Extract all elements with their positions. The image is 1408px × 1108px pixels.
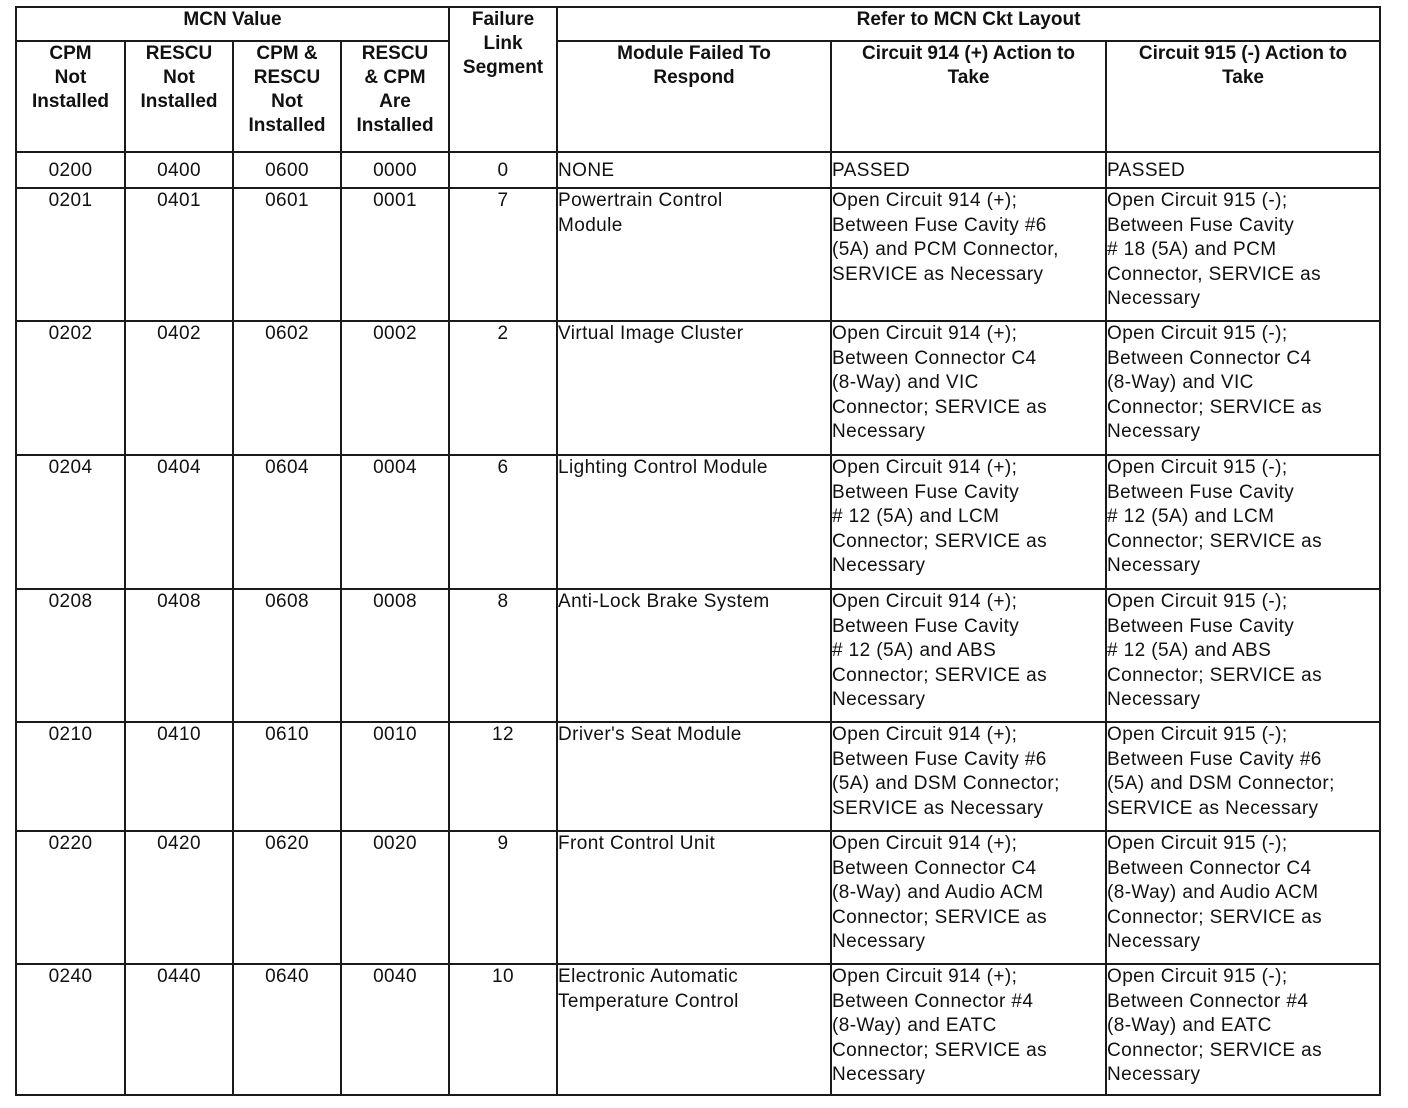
cell-failure-link-segment: 12	[449, 722, 557, 831]
cell-circuit-914-action	[831, 831, 1106, 964]
text-line: (8-Way) and Audio ACM	[1107, 882, 1319, 903]
text-line: Module Failed To	[617, 43, 771, 64]
cell-failure-link-segment: 8	[449, 589, 557, 722]
text-line: (8-Way) and VIC	[832, 372, 979, 393]
cell-failure-link-segment: 10	[449, 964, 557, 1095]
text-line: Necessary	[1107, 421, 1201, 442]
text-line: Open Circuit 915 (-);	[1107, 833, 1288, 854]
cpm-not-installed-header	[16, 41, 125, 152]
text-line: Anti-Lock Brake System	[558, 591, 770, 612]
text-line: CPM &	[256, 43, 318, 64]
text-line: Connector; SERVICE as	[832, 396, 1048, 418]
text-line: Installed	[248, 115, 326, 136]
cell-failure-link-segment: 7	[449, 188, 557, 321]
cpm-rescu-not-installed-header	[233, 41, 341, 152]
text-line: Necessary	[1107, 1064, 1201, 1085]
cell-cpm-rescu-not-installed: 0604	[233, 455, 341, 589]
text-line: Necessary	[1107, 288, 1201, 309]
text-line: (5A) and PCM Connector,	[832, 239, 1059, 260]
cell-cpm-not-installed: 0240	[16, 964, 125, 1095]
text-line: Connector, SERVICE as	[1107, 263, 1322, 285]
text-line: Open Circuit 915 (-);	[1107, 724, 1288, 745]
text-line: # 12 (5A) and ABS	[1107, 640, 1272, 661]
table-row	[16, 152, 1380, 188]
cell-rescu-cpm-are-installed: 0002	[341, 321, 449, 455]
text-line: Open Circuit 914 (+);	[832, 190, 1018, 211]
cell-circuit-915-action	[1106, 455, 1380, 589]
text-line: RESCU	[145, 43, 213, 64]
text-line: Between Connector C4	[1107, 857, 1312, 879]
text-line: Between Connector C4	[832, 347, 1037, 369]
failure-link-segment-header	[449, 7, 557, 152]
text-line: Connector; SERVICE as	[832, 664, 1048, 686]
text-line: Open Circuit 914 (+);	[832, 833, 1018, 854]
text-line: Installed	[31, 91, 110, 112]
cell-cpm-not-installed: 0210	[16, 722, 125, 831]
text-line: Lighting Control Module	[558, 457, 768, 478]
cell-circuit-914-action	[831, 455, 1106, 589]
cell-module-failed	[557, 722, 831, 831]
cell-rescu-cpm-are-installed: 0010	[341, 722, 449, 831]
text-line: Front Control Unit	[558, 833, 716, 854]
text-line: Connector; SERVICE as	[1107, 664, 1323, 686]
table-header	[16, 7, 1380, 152]
text-line: (5A) and DSM Connector;	[1107, 773, 1335, 794]
cell-circuit-915-action	[1106, 152, 1380, 188]
cell-rescu-not-installed: 0402	[125, 321, 233, 455]
cell-failure-link-segment: 0	[449, 152, 557, 188]
cell-module-failed	[557, 152, 831, 188]
cell-cpm-not-installed: 0202	[16, 321, 125, 455]
cell-cpm-not-installed: 0201	[16, 188, 125, 321]
cell-circuit-915-action	[1106, 321, 1380, 455]
text-line: Between Fuse Cavity #6	[1107, 748, 1322, 770]
text-line: Not	[163, 67, 195, 88]
text-line: Connector; SERVICE as	[832, 906, 1048, 928]
text-line: CPM	[49, 43, 92, 64]
circuit-914-action-header	[831, 41, 1106, 152]
text-line: Segment	[462, 57, 544, 78]
text-line: Between Connector #4	[832, 990, 1034, 1012]
cell-cpm-rescu-not-installed: 0640	[233, 964, 341, 1095]
text-line: Necessary	[1107, 931, 1201, 952]
text-line: Necessary	[832, 1064, 926, 1085]
cell-circuit-915-action	[1106, 964, 1380, 1095]
text-line: Between Connector C4	[1107, 347, 1312, 369]
cell-module-failed	[557, 188, 831, 321]
cell-rescu-not-installed: 0410	[125, 722, 233, 831]
text-line: # 18 (5A) and PCM	[1107, 239, 1277, 260]
cell-rescu-cpm-are-installed: 0008	[341, 589, 449, 722]
cell-circuit-915-action	[1106, 589, 1380, 722]
cell-circuit-915-action	[1106, 188, 1380, 321]
table-body	[16, 152, 1380, 1095]
text-line: # 12 (5A) and ABS	[832, 640, 997, 661]
text-line: Open Circuit 915 (-);	[1107, 323, 1288, 344]
text-line: (8-Way) and EATC	[832, 1015, 997, 1036]
text-line: Open Circuit 914 (+);	[832, 591, 1018, 612]
text-line: PASSED	[1107, 159, 1186, 181]
cell-module-failed	[557, 964, 831, 1095]
text-line: Between Connector #4	[1107, 990, 1309, 1012]
text-line: Not	[271, 91, 303, 112]
text-line: & CPM	[364, 67, 426, 88]
cell-module-failed	[557, 321, 831, 455]
text-line: Link	[483, 33, 523, 54]
cell-cpm-rescu-not-installed: 0602	[233, 321, 341, 455]
text-line: Open Circuit 915 (-);	[1107, 591, 1288, 612]
text-line: Between Fuse Cavity	[1107, 615, 1295, 637]
text-line: SERVICE as Necessary	[1107, 797, 1319, 819]
cell-failure-link-segment: 2	[449, 321, 557, 455]
cell-cpm-not-installed: 0208	[16, 589, 125, 722]
text-line: Temperature Control	[558, 990, 739, 1012]
table-row	[16, 589, 1380, 722]
cell-rescu-not-installed: 0400	[125, 152, 233, 188]
text-line: Connector; SERVICE as	[832, 530, 1048, 552]
text-line: (8-Way) and EATC	[1107, 1015, 1272, 1036]
cell-rescu-cpm-are-installed: 0001	[341, 188, 449, 321]
cell-rescu-cpm-are-installed: 0020	[341, 831, 449, 964]
cell-rescu-not-installed: 0440	[125, 964, 233, 1095]
cell-rescu-cpm-are-installed: 0040	[341, 964, 449, 1095]
text-line: Connector; SERVICE as	[1107, 1039, 1323, 1061]
cell-circuit-914-action	[831, 152, 1106, 188]
cell-module-failed	[557, 831, 831, 964]
rescu-not-installed-header	[125, 41, 233, 152]
mcn-failure-table	[15, 6, 1381, 1096]
text-line: Powertrain Control	[558, 190, 723, 211]
text-line: Connector; SERVICE as	[832, 1039, 1048, 1061]
text-line: Between Fuse Cavity	[832, 481, 1020, 503]
refer-to-mcn-ckt-layout-header: Refer to MCN Ckt Layout	[557, 7, 1380, 41]
cell-rescu-not-installed: 0401	[125, 188, 233, 321]
text-line: Between Fuse Cavity	[832, 615, 1020, 637]
text-line: Open Circuit 914 (+);	[832, 323, 1018, 344]
cell-circuit-915-action	[1106, 722, 1380, 831]
cell-circuit-914-action	[831, 188, 1106, 321]
cell-cpm-rescu-not-installed: 0610	[233, 722, 341, 831]
text-line: Necessary	[1107, 689, 1201, 710]
cell-rescu-not-installed: 0420	[125, 831, 233, 964]
text-line: Take	[1222, 67, 1264, 88]
cell-circuit-914-action	[831, 589, 1106, 722]
cell-circuit-915-action	[1106, 831, 1380, 964]
text-line: Necessary	[832, 689, 926, 710]
cell-module-failed	[557, 455, 831, 589]
cell-cpm-not-installed: 0200	[16, 152, 125, 188]
text-line: RESCU	[253, 67, 321, 88]
cell-rescu-not-installed: 0404	[125, 455, 233, 589]
text-line: Virtual Image Cluster	[558, 323, 744, 344]
text-line: Installed	[140, 91, 218, 112]
cell-failure-link-segment: 9	[449, 831, 557, 964]
cell-cpm-rescu-not-installed: 0601	[233, 188, 341, 321]
table-row	[16, 722, 1380, 831]
text-line: Installed	[356, 115, 434, 136]
rescu-cpm-are-installed-header	[341, 41, 449, 152]
text-line: Not	[54, 67, 87, 88]
text-line: Open Circuit 915 (-);	[1107, 457, 1288, 478]
cell-cpm-not-installed: 0204	[16, 455, 125, 589]
text-line: Take	[947, 67, 990, 88]
text-line: Necessary	[832, 421, 926, 442]
mcn-value-header: MCN Value	[16, 7, 449, 41]
cell-cpm-rescu-not-installed: 0600	[233, 152, 341, 188]
text-line: Necessary	[832, 555, 926, 576]
table-row	[16, 455, 1380, 589]
text-line: Open Circuit 915 (-);	[1107, 966, 1288, 987]
text-line: SERVICE as Necessary	[832, 797, 1044, 819]
text-line: Circuit 914 (+) Action to	[861, 43, 1076, 64]
header-column-row	[16, 41, 1380, 152]
text-line: Open Circuit 914 (+);	[832, 457, 1018, 478]
cell-circuit-914-action	[831, 964, 1106, 1095]
header-group-row	[16, 7, 1380, 41]
cell-failure-link-segment: 6	[449, 455, 557, 589]
text-line: # 12 (5A) and LCM	[1107, 506, 1275, 527]
text-line: Necessary	[1107, 555, 1201, 576]
text-line: SERVICE as Necessary	[832, 263, 1044, 285]
text-line: Are	[379, 91, 411, 112]
text-line: Module	[558, 214, 623, 236]
text-line: Driver's Seat Module	[558, 724, 742, 745]
text-line: RESCU	[361, 43, 429, 64]
text-line: Between Fuse Cavity #6	[832, 748, 1047, 770]
table-row	[16, 964, 1380, 1095]
module-failed-header	[557, 41, 831, 152]
text-line: Open Circuit 914 (+);	[832, 966, 1018, 987]
text-line: Circuit 915 (-) Action to	[1138, 43, 1348, 64]
text-line: Open Circuit 914 (+);	[832, 724, 1018, 745]
text-line: Failure	[471, 9, 535, 30]
text-line: # 12 (5A) and LCM	[832, 506, 1000, 527]
cell-cpm-rescu-not-installed: 0620	[233, 831, 341, 964]
text-line: Respond	[653, 67, 735, 88]
text-line: Connector; SERVICE as	[1107, 530, 1323, 552]
text-line: Connector; SERVICE as	[1107, 906, 1323, 928]
text-line: NONE	[558, 159, 615, 181]
text-line: Between Fuse Cavity	[1107, 481, 1295, 503]
text-line: Necessary	[832, 931, 926, 952]
text-line: Electronic Automatic	[558, 966, 739, 987]
table-row	[16, 321, 1380, 455]
text-line: Between Fuse Cavity	[1107, 214, 1295, 236]
cell-cpm-rescu-not-installed: 0608	[233, 589, 341, 722]
text-line: (8-Way) and VIC	[1107, 372, 1254, 393]
table-row	[16, 831, 1380, 964]
cell-cpm-not-installed: 0220	[16, 831, 125, 964]
text-line: PASSED	[832, 159, 911, 181]
text-line: Between Connector C4	[832, 857, 1037, 879]
cell-rescu-cpm-are-installed: 0000	[341, 152, 449, 188]
circuit-915-action-header	[1106, 41, 1380, 152]
text-line: Open Circuit 915 (-);	[1107, 190, 1288, 211]
table-row	[16, 188, 1380, 321]
cell-module-failed	[557, 589, 831, 722]
cell-rescu-not-installed: 0408	[125, 589, 233, 722]
text-line: Connector; SERVICE as	[1107, 396, 1323, 418]
text-line: (8-Way) and Audio ACM	[832, 882, 1044, 903]
text-line: (5A) and DSM Connector;	[832, 773, 1060, 794]
cell-circuit-914-action	[831, 722, 1106, 831]
text-line: Between Fuse Cavity #6	[832, 214, 1047, 236]
cell-circuit-914-action	[831, 321, 1106, 455]
cell-rescu-cpm-are-installed: 0004	[341, 455, 449, 589]
